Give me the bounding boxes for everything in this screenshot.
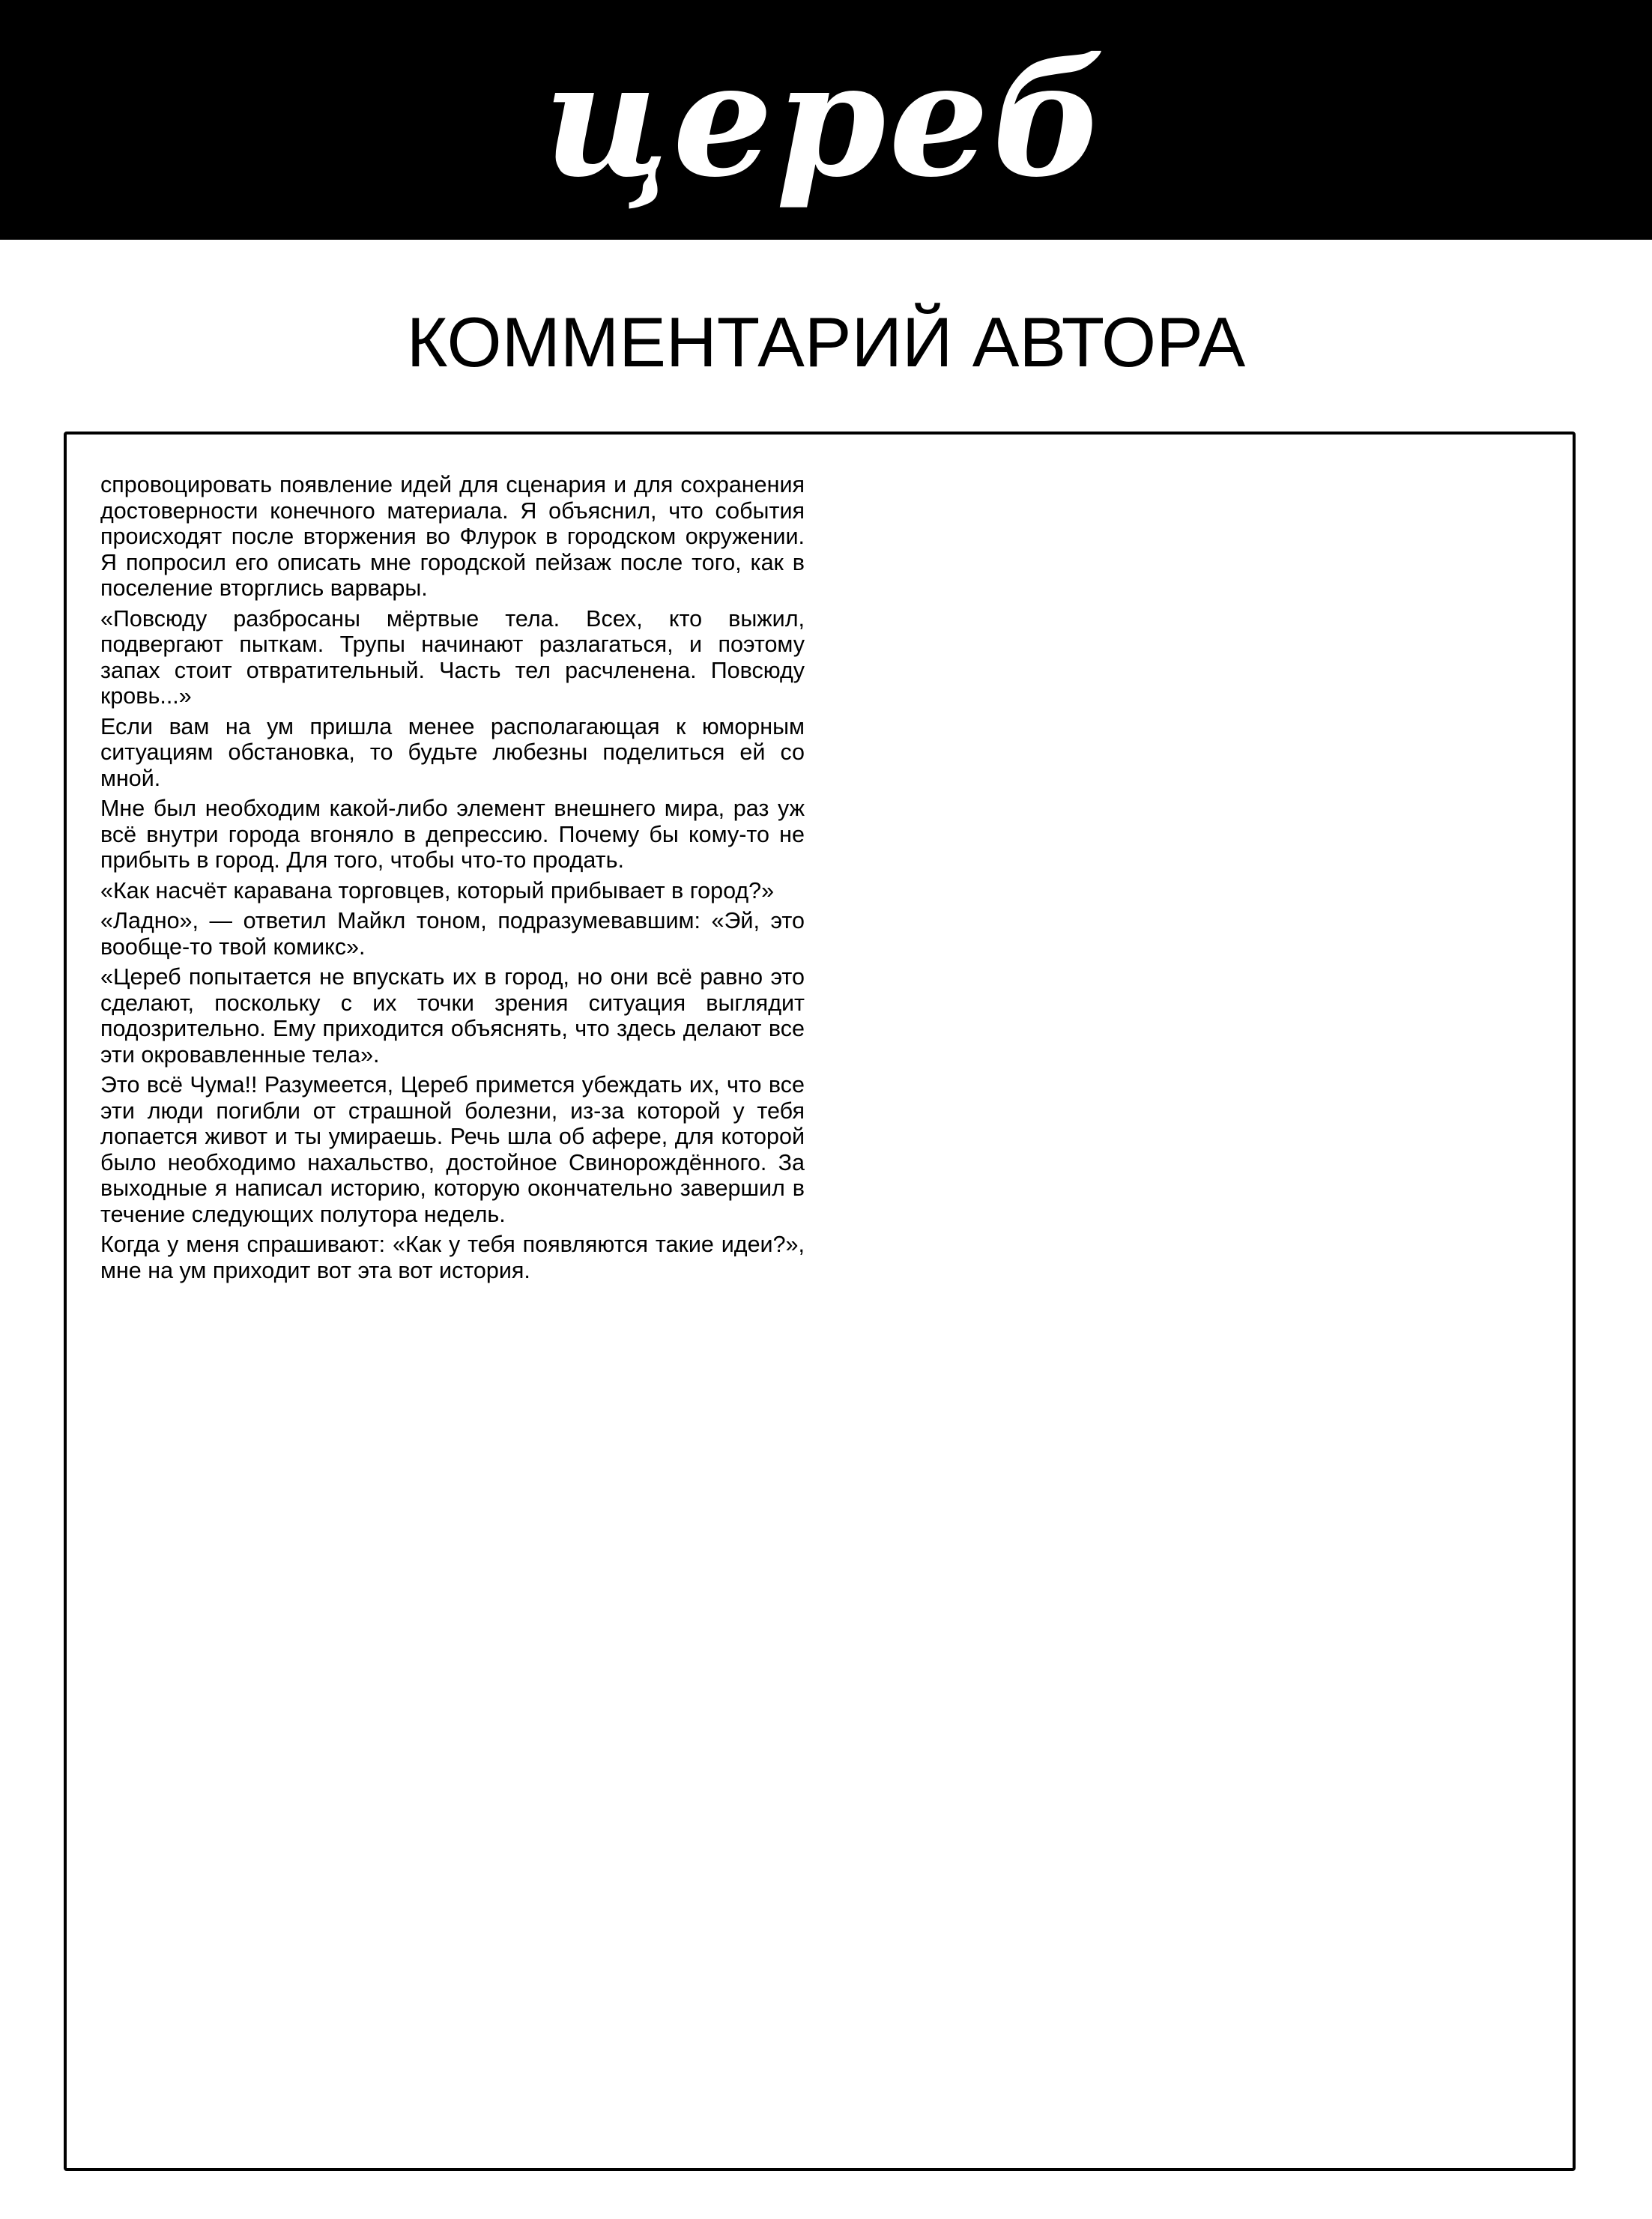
paragraph: «Повсюду разбросаны мёртвые тела. Всех, кто выжил, подвергают пыткам. Трупы начинают разлагаться, и поэтому запах стоит отвратительный. Часть тел расчленена. Повсюду кровь...» xyxy=(100,605,805,709)
paragraph: Когда у меня спрашивают: «Как у тебя появляются такие идеи?», мне на ум приходит вот эта вот история. xyxy=(100,1232,805,1283)
title-banner xyxy=(0,0,1652,240)
paragraph: Это всё Чума!! Разумеется, Цереб примется убеждать их, что все эти люди погибли от страшной болезни, из-за которой у тебя лопается живот и ты умираешь. Речь шла об афере, для которой было необходимо нахальство, достойное Свинорождённого. За выходные я написал историю, которую окончательно завершил в течение следующих полутора недель. xyxy=(100,1072,805,1227)
page-heading: КОММЕНТАРИЙ АВТОРА xyxy=(406,303,1246,381)
paragraph: «Ладно», — ответил Майкл тоном, подразумевавшим: «Эй, это вообще-то твой комикс». xyxy=(100,908,805,960)
paragraph: «Цереб попытается не впускать их в город, но они всё равно это сделают, поскольку с их точки зрения ситуация выглядит подозрительно. Ему приходится объяснять, что здесь делают все эти окровавленные тела». xyxy=(100,964,805,1068)
text-frame xyxy=(64,432,1576,2171)
paragraph: спровоцировать появление идей для сценария и для сохранения достоверности конечного материала. Я объяснил, что события происходят после вторжения во Флурок в городском окружении. Я попросил его описать мне городской пейзаж после того, как в поселение вторглись варвары. xyxy=(100,472,805,601)
article-column xyxy=(100,472,805,1288)
paragraph: Если вам на ум пришла менее располагающая к юморным ситуациям обстановка, то будьте любезны поделиться ей со мной. xyxy=(100,713,805,791)
paragraph: «Как насчёт каравана торговцев, который прибывает в город?» xyxy=(100,877,775,903)
comic-logo-title: цереб xyxy=(543,27,1109,212)
paragraph: Мне был необходим какой-либо элемент внешнего мира, раз уж всё внутри города вгоняло в депрессию. Почему бы кому-то не прибыть в город. Для того, чтобы что-то продать. xyxy=(100,796,805,873)
